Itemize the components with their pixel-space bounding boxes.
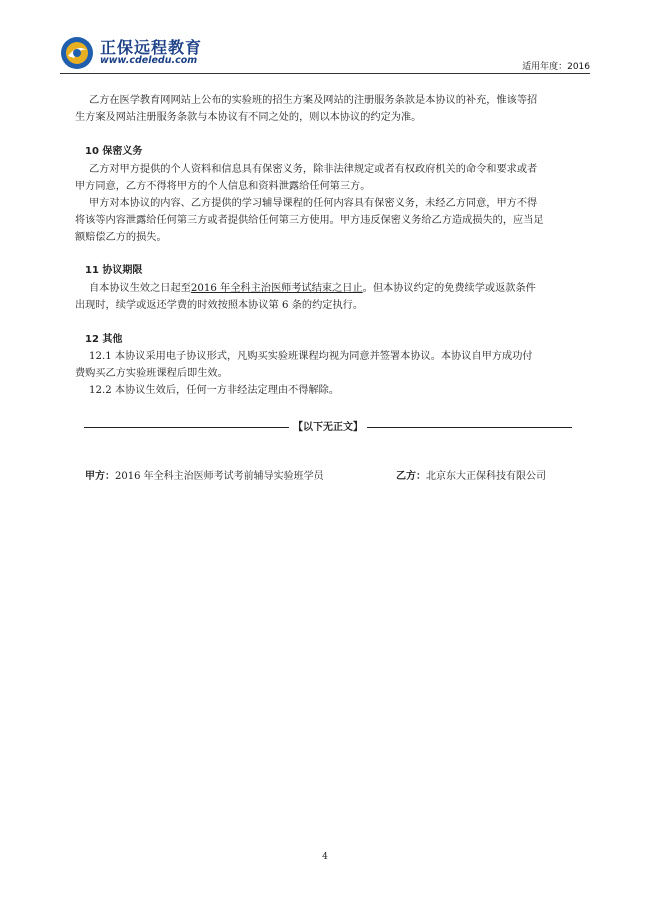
section-11-line-1 [75, 280, 609, 297]
brand-name: 正保远程教育 [100, 38, 203, 57]
section-10-line: 将该等内容泄露给任何第三方或者提供给任何第三方使用。甲方违反保密义务给乙方造成损失的，应当足 [75, 215, 544, 226]
party-b-value: 北京东大正保科技有限公司 [426, 471, 546, 482]
term-suffix: 。但本协议约定的免费续学或返款条件 [362, 283, 536, 294]
party-b [396, 467, 546, 482]
section-12-heading: 12 其他 [85, 334, 123, 345]
section-12-line: 费购买乙方实验班课程后即生效。 [75, 368, 228, 379]
intro-line-2: 生方案及网站注册服务条款与本协议有不同之处的，则以本协议的约定为准。 [75, 112, 422, 123]
section-11-heading: 11 协议期限 [85, 265, 143, 276]
header-rule [60, 73, 590, 74]
page-number: 4 [322, 852, 328, 862]
end-of-text-divider [80, 418, 576, 433]
intro-line-1: 乙方在医学教育网网站上公布的实验班的招生方案及网站的注册服务条款是本协议的补充，惟该等招 [89, 95, 538, 106]
section-10-line: 额赔偿乙方的损失。 [75, 232, 167, 243]
company-logo-icon [60, 36, 94, 70]
page-header [60, 34, 590, 76]
section-12-line: 12.1 本协议采用电子协议形式，凡购买实验班课程均视为同意并签署本协议。本协议自甲方成功付 [89, 351, 533, 362]
party-a-label: 甲方： [85, 471, 115, 482]
end-of-text-label: 【以下无正文】 [293, 422, 363, 433]
site-url[interactable]: www.cdeledu.com [100, 55, 198, 66]
applicable-year: 适用年度：2016 [522, 62, 590, 72]
divider-rule [367, 427, 572, 428]
divider-rule [84, 427, 289, 428]
section-10-line: 乙方对甲方提供的个人资料和信息具有保密义务，除非法律规定或者有权政府机关的命令和要求或者 [89, 164, 538, 175]
party-a [85, 467, 324, 482]
term-end-date: 2016 年全科主治医师考试结束之日止 [190, 283, 363, 294]
party-b-label: 乙方： [396, 471, 426, 482]
section-10-line: 甲方对本协议的内容、乙方提供的学习辅导课程的任何内容具有保密义务，未经乙方同意，甲方不得 [89, 198, 538, 209]
section-11-line-2: 出现时，续学或返还学费的时效按照本协议第 6 条的约定执行。 [75, 300, 364, 311]
section-12-line: 12.2 本协议生效后，任何一方非经法定理由不得解除。 [89, 385, 340, 396]
term-prefix: 自本协议生效之日起至 [89, 283, 191, 294]
party-a-value: 2016 年全科主治医师考试考前辅导实验班学员 [115, 471, 324, 482]
section-10-line: 甲方同意，乙方不得将甲方的个人信息和资料泄露给任何第三方。 [75, 181, 371, 192]
section-10-heading: 10 保密义务 [85, 146, 143, 157]
